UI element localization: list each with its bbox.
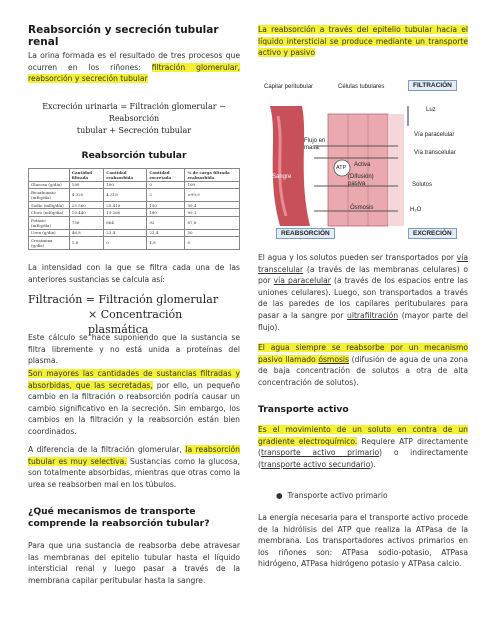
- active-text-c: ).: [370, 459, 376, 469]
- label-h2o: H₂O: [410, 207, 422, 213]
- label-via-transcelular: Vía transcelular: [414, 150, 456, 156]
- table-cell: 1,8: [147, 237, 185, 250]
- table-header-cell: Cantidad filtrada: [69, 169, 104, 182]
- water-highlight: El agua siempre se reabsorbe por un mecanismo pasivo llamado: [258, 343, 468, 364]
- filtration-formula: [28, 292, 240, 337]
- table-cell: 756: [69, 216, 104, 229]
- pathways-text-b: (a través de las membranas celulares) o por: [258, 264, 468, 286]
- bullet-dot-icon: ●: [276, 491, 283, 500]
- label-atp: ATP: [336, 165, 347, 171]
- label-osmosis: Ósmosis: [350, 205, 374, 211]
- label-celulas: Células tubulares: [338, 84, 385, 90]
- table-cell: 2: [147, 189, 185, 202]
- intro-highlight: filtración glomerular, reabsorción y secreción tubular: [28, 62, 241, 84]
- water-osmosis: ósmosis: [318, 354, 349, 364]
- table-header-cell: [29, 169, 70, 182]
- table-header-cell: % de carga filtrada reabsorbida: [185, 169, 240, 182]
- water-text: (difusión de agua de una zona de baja concentración de solutos a otra de alta concentración de solutos).: [258, 354, 468, 387]
- pathways-text-d: (mayor parte del flujo).: [258, 310, 468, 332]
- capillary-shape: [270, 106, 310, 226]
- label-activa: Activa: [354, 162, 371, 168]
- table-row: [29, 237, 240, 250]
- table-row: [29, 216, 240, 229]
- quantities-text: por ello, un pequeño cambio en la filtración o reabsorción podría causar un cambio significativo en la secreción. Sin embargo, los cambios en la filtración y la reabsorción están bien coordinados.: [28, 380, 240, 436]
- excretion-formula-line2: tubular + Secreción tubular: [76, 126, 192, 135]
- reabsorption-table: [28, 168, 240, 250]
- label-via-paracelular: Vía paracelular: [414, 132, 455, 138]
- label-luz: Luz: [426, 107, 436, 113]
- active-transport-paragraph: [258, 424, 468, 470]
- table-cell: 25.410: [104, 201, 147, 209]
- table-header-row: [29, 169, 240, 182]
- page-title: Reabsorción y secreción tubular renal: [28, 24, 219, 48]
- transport-intro: [258, 24, 468, 59]
- table-cell: Bicarbonato (mEq/día): [29, 189, 70, 202]
- table-cell: Glucosa (g/día): [29, 181, 70, 189]
- lumen: [388, 114, 404, 226]
- label-solutos: Solutos: [412, 182, 433, 188]
- table-cell: 0: [147, 181, 185, 189]
- excretion-formula-line1: Excreción urinaria = Filtración glomerular − Reabsorción: [42, 102, 226, 123]
- water-paragraph: [258, 342, 468, 388]
- pathways-text-c: (a través de los espacios entre las uniones celulares). Luego, son transportados a través de las paredes de los capilares peritubulares para pasar a la sangre por: [258, 276, 468, 320]
- table-cell: 46,8: [69, 229, 104, 237]
- label-filtracion: FILTRACIÓN: [408, 80, 457, 91]
- table-cell: Urea (g/día): [29, 229, 70, 237]
- table-cell: 23,4: [147, 229, 185, 237]
- active-highlight: Es el movimiento de un soluto en contra de un gradiente electroquímico.: [258, 425, 468, 446]
- table-header-cell: Cantidad reabsorbida: [104, 169, 147, 182]
- active-transport-heading: Transporte activo: [258, 404, 349, 415]
- pathways-text-a: El agua y los solutos pueden ser transportados por: [258, 253, 457, 262]
- table-cell: 99,1: [185, 209, 240, 217]
- intro-paragraph: [28, 50, 240, 85]
- table-cell: 180: [69, 181, 104, 189]
- table-row: [29, 201, 240, 209]
- table-cell: Creatinina (g/día): [29, 237, 70, 250]
- bullet-text: Transporte activo primario: [287, 491, 388, 500]
- table-row: [29, 209, 240, 217]
- label-reabsorcion: REABSORCIÓN: [276, 228, 335, 239]
- filtration-formula-line1: Filtración = Filtración glomerular: [28, 293, 219, 306]
- table-row: [29, 189, 240, 202]
- table-cell: 23,4: [104, 229, 147, 237]
- active-text-b: ) o indirectamente (: [258, 448, 468, 469]
- quantities-highlight: Son mayores las cantidades de sustancias filtradas y absorbidas, que las secretadas,: [28, 369, 240, 390]
- selectivity-highlight: la reabsorción tubular es muy selectiva.: [28, 445, 240, 466]
- label-difusion: (Difusión) pasiva: [348, 174, 374, 187]
- transport-intro-highlight: La reabsorción a través del epitelio tubular hacia el líquido intersticial se produce mediante un transporte activo y pasivo: [258, 25, 468, 58]
- table-cell: Potasio (mEq/día): [29, 216, 70, 229]
- table-cell: 180: [104, 181, 147, 189]
- table-cell: 180: [147, 209, 185, 217]
- table-cell: 664: [104, 216, 147, 229]
- intensity-paragraph: La intensidad con la que se filtra cada una de las anteriores sustancias se calcula así:: [28, 263, 240, 284]
- selectivity-paragraph: [28, 444, 240, 490]
- table-cell: 0: [185, 237, 240, 250]
- selectivity-text-b: Sustancias como la glucosa, son totalmente absorbidas, mientras que otras como la urea se reabsorben mal en los túbulos.: [28, 456, 240, 489]
- table-cell: 92: [147, 216, 185, 229]
- table-cell: >99,9: [185, 189, 240, 202]
- nephron-diagram: [258, 76, 468, 244]
- excretion-formula: [28, 101, 240, 137]
- table-cell: 87,8: [185, 216, 240, 229]
- table-cell: 25.560: [69, 201, 104, 209]
- table-row: [29, 181, 240, 189]
- table-cell: Sodio (mEq/día): [29, 201, 70, 209]
- membrane-paragraph: Para que una sustancia de reabsorba debe atravesar las membranas del epitelio tubular hasta el líquido intersticial renal y luego pasar a través de la membrana capilar peritubular hasta la sangre.: [28, 541, 240, 585]
- active-primary: transporte activo primario: [260, 448, 380, 458]
- table-body: [29, 181, 240, 249]
- filtration-formula-line2: × Concentración plasmática: [88, 308, 183, 336]
- active-secondary: transporte activo secundario: [260, 459, 371, 469]
- pathways-paragraph: [258, 252, 468, 333]
- pathways-paracelular: vía paracelular: [273, 276, 331, 286]
- table-title: Reabsorción tubular: [81, 150, 187, 161]
- table-cell: 0: [104, 237, 147, 250]
- intro-text: La orina formada es el resultado de tres procesos que ocurren en los riñones:: [28, 51, 240, 72]
- table-cell: 50: [185, 229, 240, 237]
- table-cell: 1,8: [69, 237, 104, 250]
- table-cell: 19.440: [69, 209, 104, 217]
- table-header-cell: Cantidad excretada: [147, 169, 185, 182]
- table-cell: Cloro (mEq/día): [29, 209, 70, 217]
- selectivity-text-a: A diferencia de la filtración glomerular,: [28, 445, 186, 454]
- active-text-a: Requiere ATP directamente (: [258, 436, 468, 458]
- table-cell: 99,4: [185, 201, 240, 209]
- label-flujo: Flujo en masa: [304, 138, 326, 151]
- table-cell: 4.318: [104, 189, 147, 202]
- label-excrecion: EXCRECIÓN: [408, 228, 457, 239]
- table-cell: 19.260: [104, 209, 147, 217]
- calc-paragraph: Este cálculo se hace suponiendo que la sustancia se filtra libremente y no está unida a proteínas del plasma.: [28, 333, 240, 366]
- atpase-paragraph: La energía necesaria para el transporte activo procede de la hidrólisis del ATP que realiza la ATPasa de la membrana. Los transportadores activos primarios en los riñones son: ATPasa sodio-potasio, ATPasa hidrógeno, ATPasa hidrógeno potasio y ATPasa calcio.: [258, 513, 468, 569]
- table-cell: 100: [185, 181, 240, 189]
- table-cell: 4.320: [69, 189, 104, 202]
- reabsorption-figure: [258, 76, 468, 244]
- bullet-item: [276, 490, 466, 502]
- mechanisms-question: ¿Qué mecanismos de transporte comprende la reabsorción tubular?: [28, 506, 210, 529]
- label-sangre: Sangre: [272, 174, 292, 180]
- pathways-transcelular: vía transcelular: [258, 253, 468, 274]
- table-cell: 150: [147, 201, 185, 209]
- table-row: [29, 229, 240, 237]
- quantities-paragraph: [28, 368, 240, 438]
- pathways-ultrafiltracion: ultrafiltración: [347, 310, 399, 320]
- label-capilar: Capilar peritubular: [264, 84, 314, 90]
